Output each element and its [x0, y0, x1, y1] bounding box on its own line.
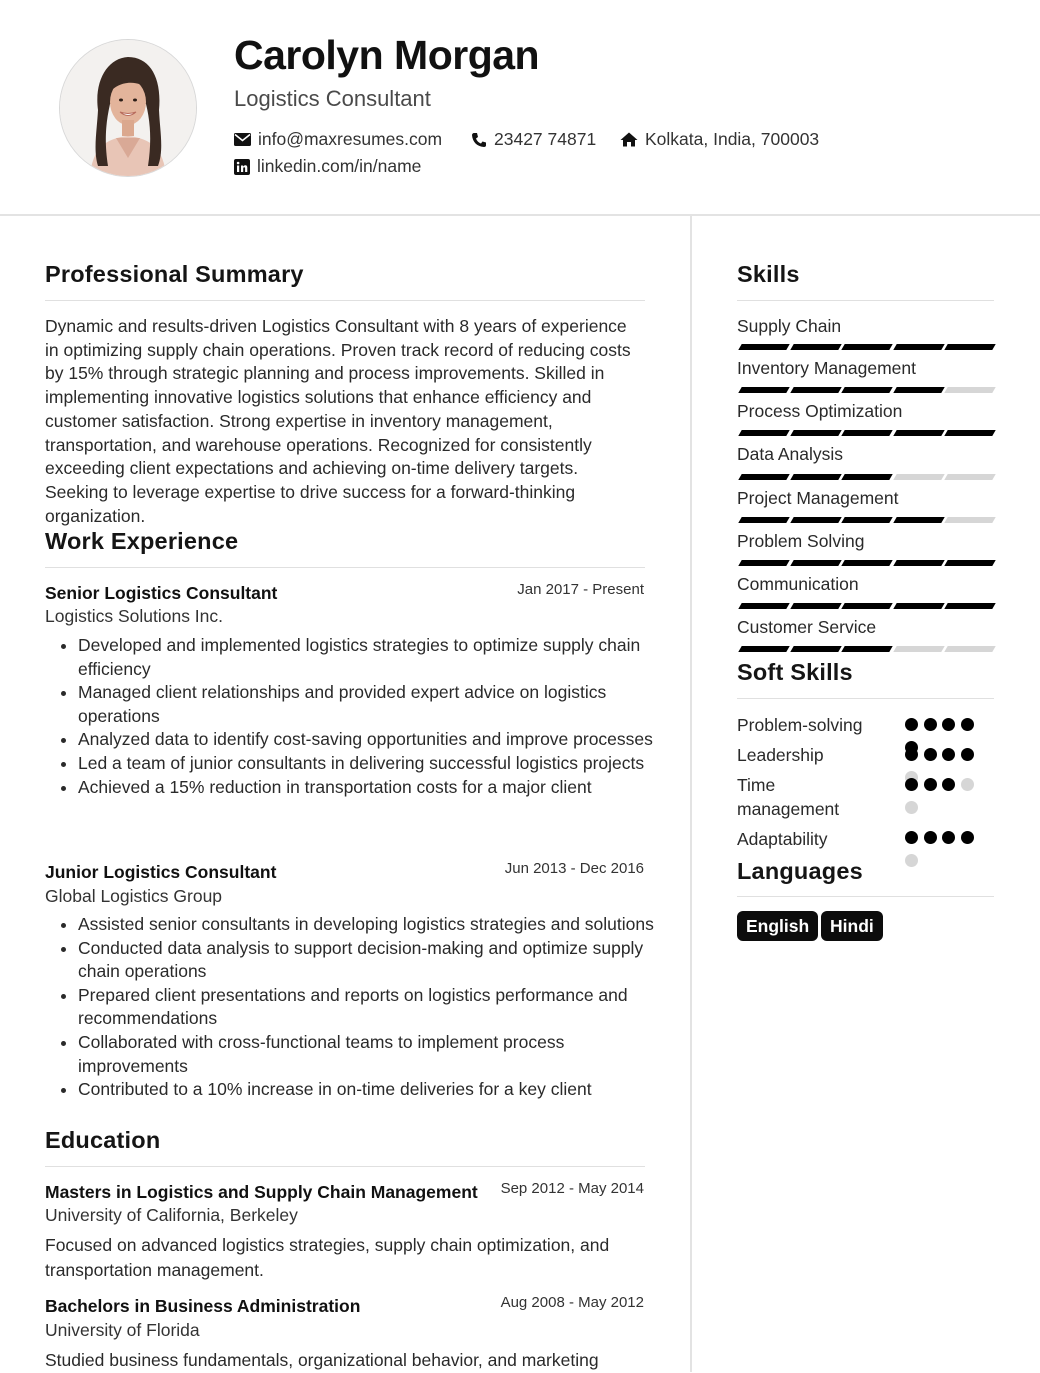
- skill-name: Inventory Management: [737, 358, 916, 378]
- education-rule: [45, 1166, 645, 1167]
- rating-dot-empty: [905, 801, 918, 814]
- rating-dot-filled: [924, 778, 937, 791]
- skill-name: Customer Service: [737, 617, 877, 637]
- skill-segment-filled: [790, 646, 841, 652]
- skill-segment-filled: [738, 344, 789, 350]
- skill-segment-filled: [893, 517, 944, 523]
- skill-segment-filled: [738, 430, 789, 436]
- degree-dates: Aug 2008 - May 2012: [500, 1294, 644, 1311]
- job-bullet: • Conducted data analysis to support decision-making and optimize supply chain operations: [78, 937, 658, 984]
- skill-name: Data Analysis: [737, 444, 844, 464]
- skill-segment-filled: [944, 603, 995, 609]
- profile-photo: [59, 39, 197, 177]
- skill-segment-empty: [893, 474, 944, 480]
- linkedin-text: linkedin.com/in/name: [257, 156, 422, 176]
- skill-segment-empty: [944, 517, 995, 523]
- address-text: Kolkata, India, 700003: [645, 129, 820, 149]
- skill-segment-filled: [738, 646, 789, 652]
- job-bullets: [45, 634, 658, 799]
- job-company: Global Logistics Group: [45, 886, 223, 906]
- job-title: Senior Logistics Consultant: [45, 583, 278, 603]
- skill-rating-bar: [738, 603, 994, 609]
- skill-segment-empty: [944, 387, 995, 393]
- rating-dot-filled: [942, 718, 955, 731]
- skill-name: Supply Chain: [737, 316, 842, 336]
- skills-heading: Skills: [737, 261, 800, 287]
- job-bullet: • Prepared client presentations and reports on logistics performance and recommendations: [78, 984, 658, 1031]
- skill-segment-filled: [893, 560, 944, 566]
- contact-phone[interactable]: [471, 129, 596, 150]
- skill-segment-filled: [738, 474, 789, 480]
- skill-segment-filled: [790, 344, 841, 350]
- experience-rule: [45, 567, 645, 568]
- skill-segment-filled: [893, 387, 944, 393]
- skill-rating-bar: [738, 344, 994, 350]
- degree-description: Focused on advanced logistics strategies, supply chain optimization, and transportation management.: [45, 1235, 610, 1280]
- languages-heading: Languages: [737, 858, 863, 884]
- skill-segment-filled: [738, 387, 789, 393]
- skill-segment-filled: [841, 646, 892, 652]
- summary-rule: [45, 300, 645, 301]
- skill-segment-filled: [738, 560, 789, 566]
- contact-email[interactable]: [234, 129, 442, 150]
- rating-dot-filled: [942, 831, 955, 844]
- candidate-title: Logistics Consultant: [234, 86, 431, 111]
- job-bullets: [45, 913, 658, 1102]
- skill-name: Project Management: [737, 488, 899, 508]
- rating-dot-filled: [924, 831, 937, 844]
- skill-segment-empty: [944, 474, 995, 480]
- rating-dot-filled: [905, 748, 918, 761]
- rating-dot-filled: [905, 718, 918, 731]
- job-bullet: • Led a team of junior consultants in delivering successful logistics projects: [78, 752, 658, 776]
- skill-rating-bar: [738, 430, 994, 436]
- rating-dot-filled: [905, 831, 918, 844]
- degree-title: Masters in Logistics and Supply Chain Management: [45, 1182, 478, 1202]
- languages-rule: [737, 896, 994, 897]
- candidate-name: Carolyn Morgan: [234, 32, 540, 78]
- skill-name: Process Optimization: [737, 401, 903, 421]
- profile-photo-illustration: [60, 40, 196, 176]
- soft-skills-rule: [737, 698, 994, 699]
- skill-segment-filled: [790, 560, 841, 566]
- school-name: University of Florida: [45, 1320, 200, 1340]
- skill-segment-filled: [738, 517, 789, 523]
- school-name: University of California, Berkeley: [45, 1205, 298, 1225]
- summary-text: Dynamic and results-driven Logistics Consultant with 8 years of experience in optimizing supply chain operations. Proven track record of reducing costs by 15% through strategic planning and process improvements. Skilled in implementing innovative logistics solutions that enhance efficiency and customer satisfaction. Strong expertise in inventory management, transportation, and warehouse operations. Recognized for consistently exceeding client expectations and achieving on-time delivery targets. Seeking to leverage expertise to drive success for a forward-thinking organization.: [45, 316, 631, 526]
- column-divider: [690, 216, 692, 1372]
- soft-skills-heading: Soft Skills: [737, 659, 853, 685]
- resume-header: [0, 0, 1040, 216]
- skill-segment-filled: [893, 344, 944, 350]
- skill-segment-filled: [841, 474, 892, 480]
- skill-segment-empty: [893, 646, 944, 652]
- home-icon: [620, 132, 638, 147]
- skill-segment-filled: [893, 430, 944, 436]
- contact-linkedin[interactable]: [234, 156, 421, 177]
- skill-segment-filled: [841, 387, 892, 393]
- job-bullet: • Assisted senior consultants in developing logistics strategies and solutions: [78, 913, 658, 937]
- skills-rule: [737, 300, 994, 301]
- rating-dot-empty: [961, 778, 974, 791]
- skill-rating-bar: [738, 387, 994, 393]
- skill-rating-bar: [738, 560, 994, 566]
- language-badge: Hindi: [821, 911, 883, 941]
- envelope-icon: [234, 133, 251, 146]
- job-title: Junior Logistics Consultant: [45, 862, 277, 882]
- language-badge: English: [737, 911, 818, 941]
- skill-segment-filled: [841, 430, 892, 436]
- rating-dot-filled: [961, 748, 974, 761]
- soft-skill-name: Time management: [737, 775, 840, 819]
- phone-text: 23427 74871: [494, 129, 597, 149]
- skill-segment-filled: [790, 474, 841, 480]
- soft-skill-name: Leadership: [737, 745, 824, 765]
- soft-skill-name: Adaptability: [737, 829, 828, 849]
- rating-dot-filled: [942, 778, 955, 791]
- job-dates: Jun 2013 - Dec 2016: [504, 860, 644, 877]
- rating-dot-filled: [961, 718, 974, 731]
- rating-dot-filled: [905, 778, 918, 791]
- job-company: Logistics Solutions Inc.: [45, 606, 224, 626]
- rating-dot-empty: [905, 854, 918, 867]
- rating-dot-filled: [924, 748, 937, 761]
- skill-rating-bar: [738, 474, 994, 480]
- linkedin-icon: [234, 159, 250, 175]
- skill-segment-filled: [841, 517, 892, 523]
- skill-segment-filled: [944, 344, 995, 350]
- skill-segment-filled: [841, 603, 892, 609]
- degree-description: Studied business fundamentals, organizational behavior, and marketing: [45, 1350, 599, 1370]
- job-bullet: • Developed and implemented logistics strategies to optimize supply chain efficiency: [78, 634, 658, 681]
- job-bullet: • Collaborated with cross-functional teams to implement process improvements: [78, 1031, 658, 1078]
- degree-dates: Sep 2012 - May 2014: [500, 1180, 644, 1197]
- job-bullet: • Contributed to a 10% increase in on-time deliveries for a key client: [78, 1078, 658, 1102]
- skill-rating-bar: [738, 646, 994, 652]
- skill-segment-filled: [841, 560, 892, 566]
- skill-segment-filled: [893, 603, 944, 609]
- soft-skill-name: Problem-solving: [737, 715, 863, 735]
- contact-address: [620, 129, 819, 150]
- job-bullet: • Analyzed data to identify cost-saving opportunities and improve processes: [78, 728, 658, 752]
- skill-segment-filled: [738, 603, 789, 609]
- experience-heading: Work Experience: [45, 528, 239, 554]
- skill-segment-empty: [944, 646, 995, 652]
- skill-segment-filled: [790, 517, 841, 523]
- summary-heading: Professional Summary: [45, 261, 304, 287]
- job-bullet: • Managed client relationships and provided expert advice on logistics operations: [78, 681, 658, 728]
- skill-segment-filled: [790, 430, 841, 436]
- skill-segment-filled: [944, 560, 995, 566]
- rating-dot-filled: [924, 718, 937, 731]
- skill-rating-bar: [738, 517, 994, 523]
- education-heading: Education: [45, 1127, 161, 1153]
- phone-icon: [471, 132, 487, 148]
- email-text: info@maxresumes.com: [258, 129, 443, 149]
- skill-name: Communication: [737, 574, 859, 594]
- skill-name: Problem Solving: [737, 531, 865, 551]
- skill-segment-filled: [944, 430, 995, 436]
- skill-segment-filled: [841, 344, 892, 350]
- degree-title: Bachelors in Business Administration: [45, 1296, 361, 1316]
- rating-dot-filled: [961, 831, 974, 844]
- rating-dot-filled: [942, 748, 955, 761]
- skill-segment-filled: [790, 387, 841, 393]
- job-dates: Jan 2017 - Present: [517, 581, 644, 598]
- job-bullet: • Achieved a 15% reduction in transportation costs for a major client: [78, 776, 658, 800]
- skill-segment-filled: [790, 603, 841, 609]
